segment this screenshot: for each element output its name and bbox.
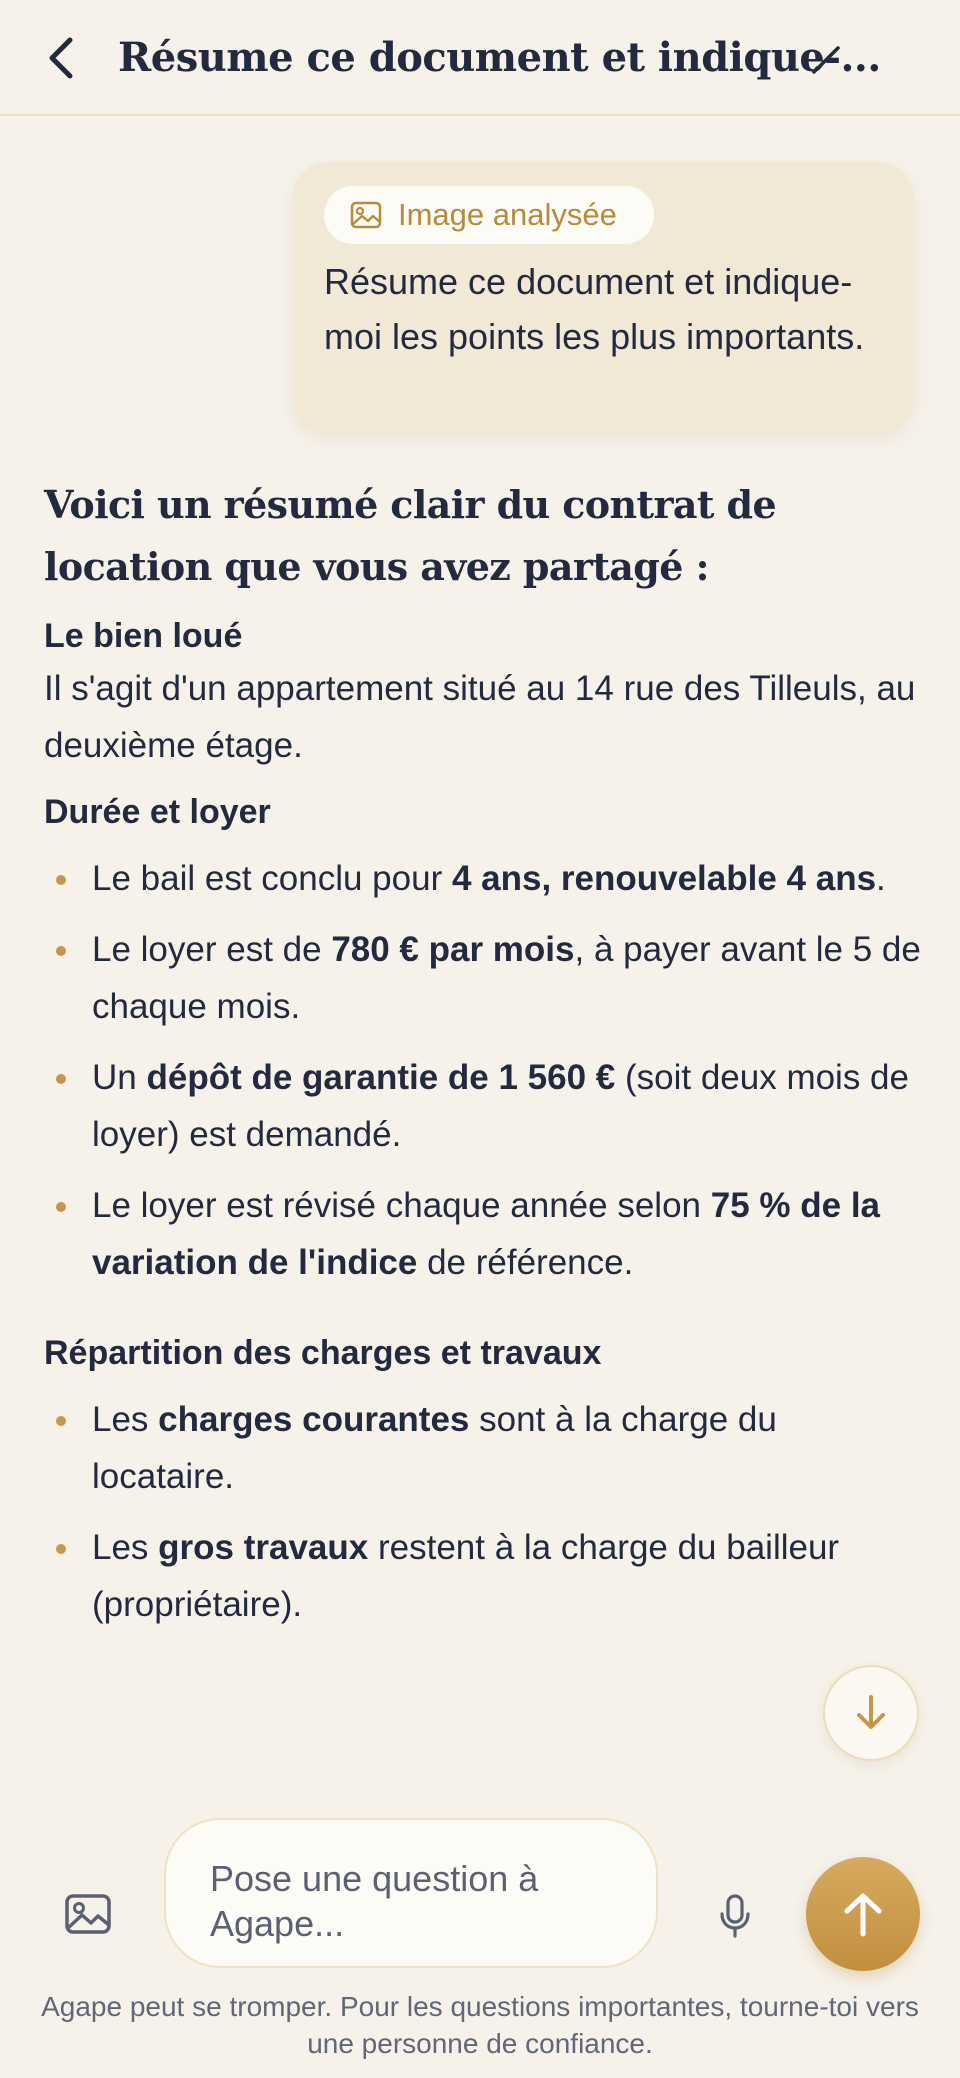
question-input[interactable]	[164, 1818, 658, 1968]
section-title-bien: Le bien loué	[44, 617, 243, 655]
image-attachment-chip[interactable]	[324, 186, 654, 244]
bullet-text: (soit deux mois de loyer) est demandé.	[92, 1058, 909, 1154]
bullet-text: sont à la charge du locataire.	[92, 1400, 777, 1496]
bullet-bold: gros travaux	[158, 1528, 369, 1567]
bullet-text: Les	[92, 1400, 159, 1439]
bullet-bold: 780 € par mois	[331, 930, 575, 969]
attach-image-button[interactable]	[60, 1886, 116, 1942]
pencil-icon	[810, 42, 844, 76]
conversation-title: Résume ce document et indique-...	[118, 34, 881, 81]
disclaimer-text: Agape peut se tromper. Pour les questions importantes, tourne-toi vers une personne de confiance.	[41, 1991, 919, 2059]
section-title-charges: Répartition des charges et travaux	[44, 1334, 602, 1372]
bullet-text: , à payer avant le 5 de chaque mois.	[92, 930, 921, 1026]
bullet-dot	[56, 1416, 66, 1426]
edit-title-button[interactable]	[802, 34, 852, 84]
list-item	[44, 1391, 924, 1505]
list-item	[44, 1519, 924, 1633]
bullet-text: Le loyer est de	[92, 930, 332, 969]
bullet-bold: 75 % de la variation de l'indice	[92, 1186, 881, 1282]
section-title-duree: Durée et loyer	[44, 793, 271, 831]
bullet-list-charges	[44, 1391, 924, 1633]
composer-bar	[0, 1800, 960, 2078]
question-input-placeholder: Pose une question à Agape...	[210, 1858, 539, 1944]
bullet-text: Le bail est conclu pour	[92, 859, 452, 898]
section-paragraph-bien: Il s'agit d'un appartement situé au 14 rue des Tilleuls, au deuxième étage.	[44, 669, 916, 765]
list-item	[44, 921, 924, 1035]
image-icon	[350, 201, 382, 229]
bullet-text: .	[876, 859, 886, 898]
bullet-text: Un	[92, 1058, 147, 1097]
scroll-to-bottom-button[interactable]	[823, 1665, 919, 1761]
microphone-icon	[718, 1893, 752, 1939]
bullet-bold: 4 ans, renouvelable 4 ans	[451, 859, 877, 898]
bullet-dot	[56, 1074, 66, 1084]
microphone-button[interactable]	[710, 1888, 760, 1944]
bullet-text: restent à la charge du bailleur (propriétaire).	[92, 1528, 840, 1624]
list-item	[44, 850, 924, 907]
user-message-bubble	[292, 162, 914, 434]
back-button[interactable]	[36, 30, 86, 86]
bullet-bold: charges courantes	[158, 1400, 470, 1439]
bullet-text: Le loyer est révisé chaque année selon	[92, 1186, 711, 1225]
user-message-text: Résume ce document et indique-moi les points les plus importants.	[324, 261, 865, 357]
bullet-dot	[56, 946, 66, 956]
bullet-dot	[56, 875, 66, 885]
list-item	[44, 1177, 924, 1291]
send-button[interactable]	[806, 1857, 920, 1971]
bullet-bold: dépôt de garantie de 1 560 €	[146, 1058, 616, 1097]
assistant-intro: Voici un résumé clair du contrat de location que vous avez partagé :	[44, 482, 777, 589]
bullet-dot	[56, 1544, 66, 1554]
bullet-text: Les	[92, 1528, 159, 1567]
image-chip-label: Image analysée	[398, 197, 617, 232]
list-item	[44, 1049, 924, 1163]
bullet-text: de référence.	[417, 1243, 634, 1282]
assistant-message	[44, 474, 924, 1633]
chat-header	[0, 0, 960, 116]
arrow-up-icon	[841, 1890, 885, 1938]
arrow-down-icon	[853, 1693, 889, 1733]
chevron-left-icon	[46, 36, 76, 80]
bullet-list-duree	[44, 850, 924, 1291]
bullet-dot	[56, 1202, 66, 1212]
image-icon	[64, 1893, 112, 1935]
